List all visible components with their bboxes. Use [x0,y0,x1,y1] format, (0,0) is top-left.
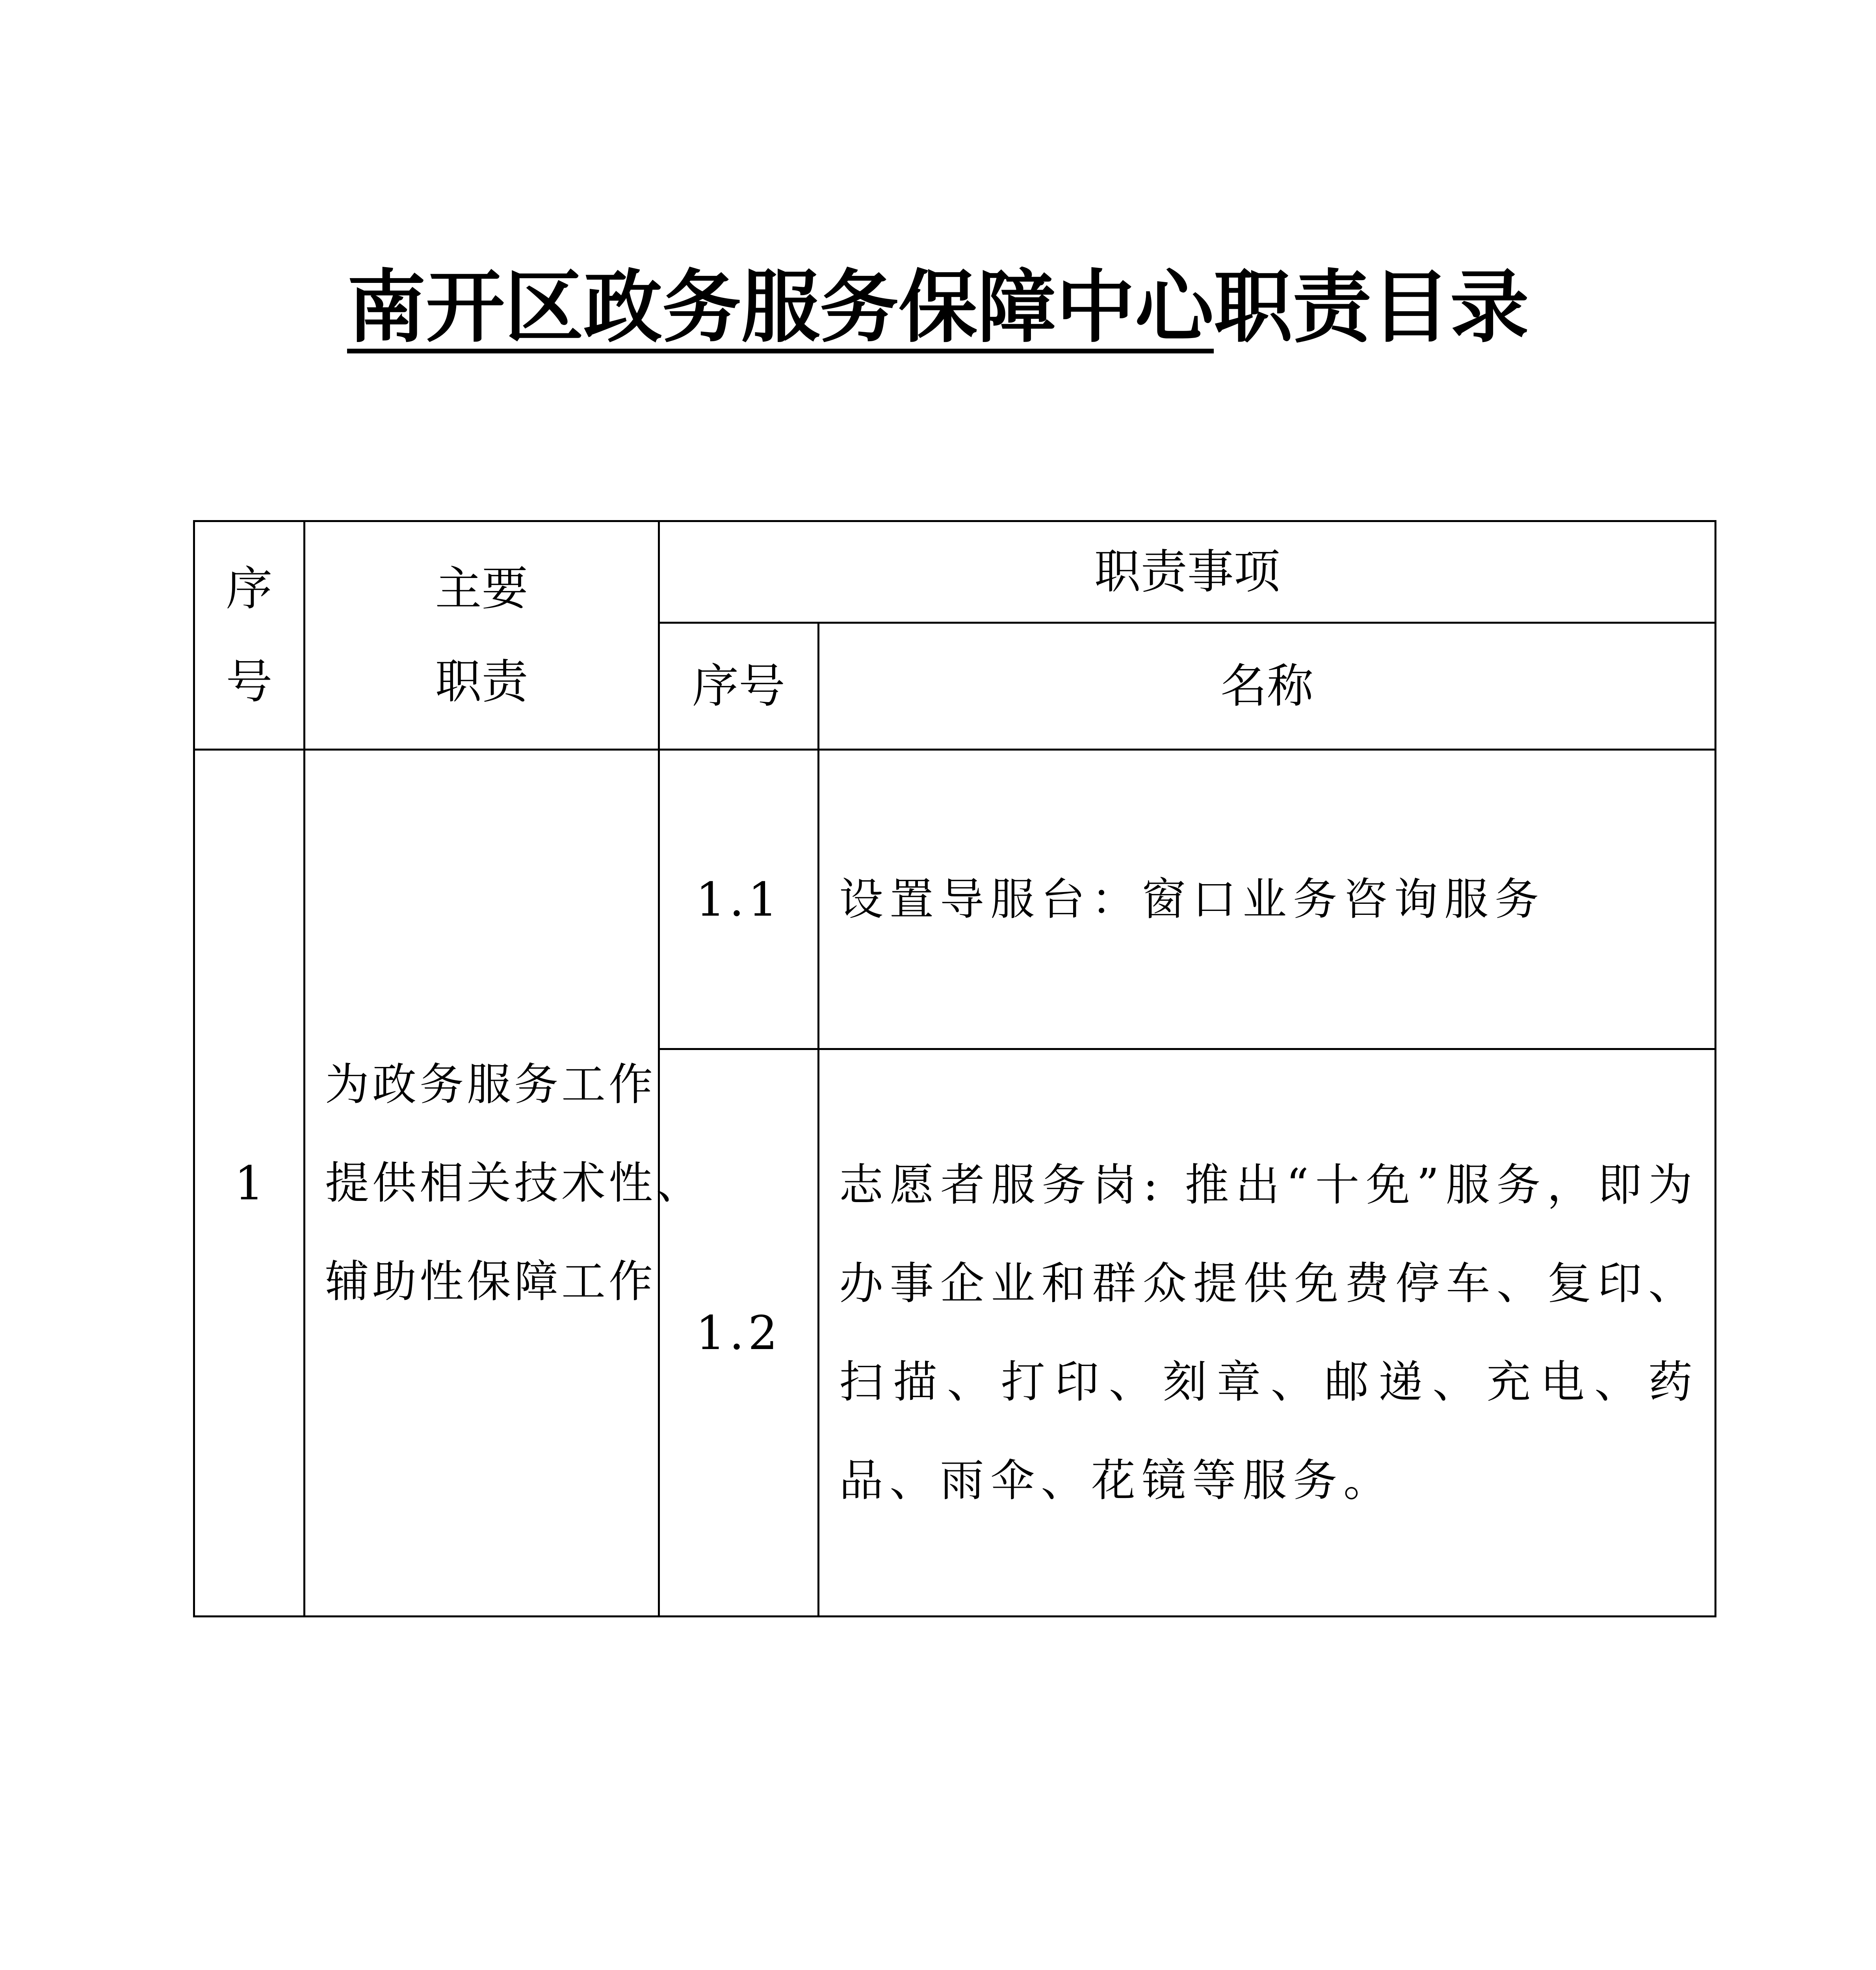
header-duty-line-1: 主要 [435,561,528,616]
page-title-underlined: 南开区政务服务保障中心 [347,261,1214,353]
header-seq [194,521,305,750]
header-seq-char-2: 号 [226,654,273,709]
header-item-seq: 序号 [659,623,819,750]
duty-table [193,520,1716,1617]
header-duty [305,521,659,750]
table-row [194,750,1716,1049]
page-title-rest: 职责目录 [1214,261,1529,353]
item-seq-2: 1.2 [659,1049,819,1617]
item-name-1: 设置导服台：窗口业务咨询服务 [819,750,1716,1049]
row-duty-line-3: 辅助性保障工作 [325,1256,656,1307]
page-title [0,252,1876,362]
row-seq: 1 [194,750,305,1617]
row-duty [305,750,703,1617]
item-seq-1: 1.1 [659,750,819,1049]
row-duty-line-1: 为政务服务工作 [325,1059,656,1110]
item-name-2: 志愿者服务岗: 推出“十免”服务，即为办事企业和群众提供免费停车、复印、扫描、打印、刻章、邮递、充电、药品、雨伞、花镜等服务。 [819,1049,1716,1617]
header-row-top [194,521,1716,623]
header-item-name: 名称 [819,623,1716,750]
header-duty-line-2: 职责 [435,654,528,709]
row-duty-line-2: 提供相关技术性、 [325,1157,703,1209]
header-seq-char-1: 序 [226,561,273,616]
header-items-group: 职责事项 [659,521,1716,623]
